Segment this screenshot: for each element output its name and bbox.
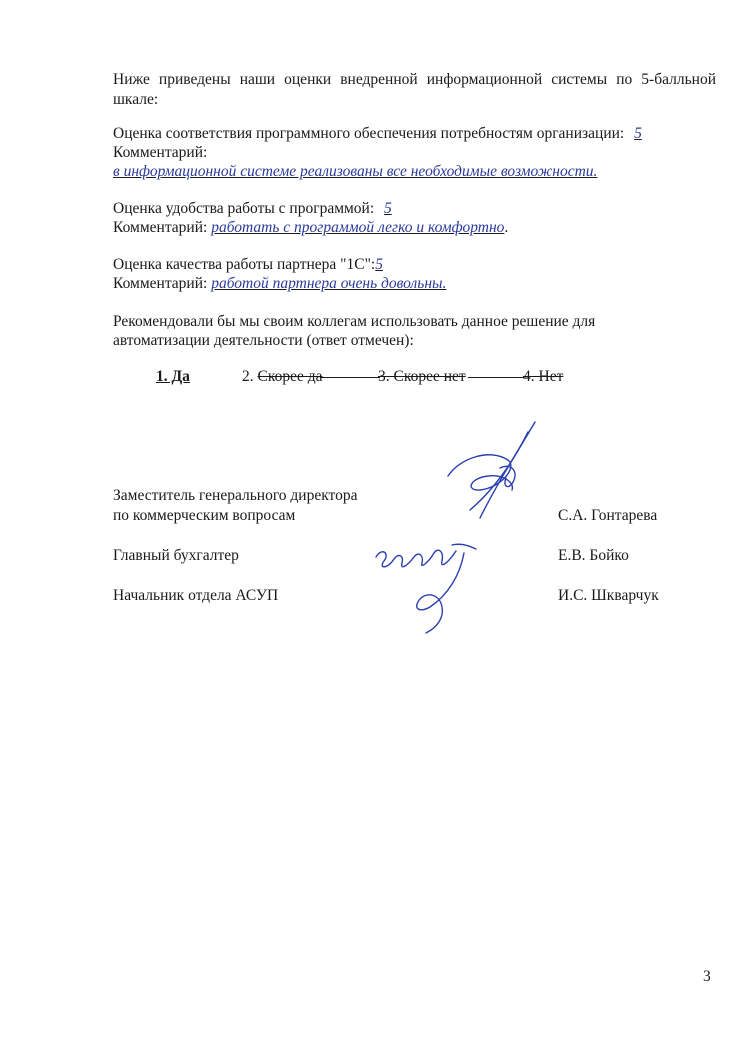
q1-row xyxy=(113,125,642,143)
q1-comment: в информационной системе реализованы все необходимые возможности. xyxy=(113,163,598,180)
option-rather-yes-text: Скорее да xyxy=(257,368,323,385)
q2-comment-label: Комментарий: xyxy=(113,219,208,236)
signature-1 xyxy=(440,418,560,528)
signatory-2-title: Главный бухгалтер xyxy=(113,547,239,564)
option-rather-yes-number: 2. xyxy=(242,368,254,385)
q2-comment: работать с программой легко и комфортно xyxy=(211,219,505,236)
recommend-question-line1: Рекомендовали бы мы своим коллегам использовать данное решение для xyxy=(113,313,596,330)
option-yes: 1. Да xyxy=(156,368,190,385)
page-number: 3 xyxy=(703,968,711,985)
q2-comment-row xyxy=(113,219,508,237)
strike-line-1 xyxy=(320,377,380,378)
q1-score: 5 xyxy=(634,125,642,142)
q1-label: Оценка соответствия программного обеспечения потребностям организации: xyxy=(113,125,625,142)
option-rather-no: 3. Скорее нет xyxy=(378,368,466,385)
q2-comment-end: . xyxy=(504,219,509,236)
recommend-question-line2: автоматизации деятельности (ответ отмечен): xyxy=(113,332,414,349)
q3-label: Оценка качества работы партнера "1С": xyxy=(113,256,376,273)
q1-comment-label: Комментарий: xyxy=(113,144,208,161)
q2-row xyxy=(113,200,392,218)
q2-score: 5 xyxy=(384,200,392,217)
signatory-2-name: Е.В. Бойко xyxy=(558,547,629,564)
strike-line-2 xyxy=(468,377,524,378)
q3-score: 5 xyxy=(375,256,383,273)
q3-row xyxy=(113,256,383,274)
q2-label: Оценка удобства работы с программой: xyxy=(113,200,375,217)
option-no: 4. Нет xyxy=(523,368,564,385)
option-rather-yes xyxy=(242,368,322,386)
q3-comment-row xyxy=(113,275,446,293)
intro-text: Ниже приведены наши оценки внедренной информационной системы по 5-балльной шкале: xyxy=(113,71,716,108)
q3-comment: работой партнера очень довольны. xyxy=(211,275,447,292)
signatory-1-title-line2: по коммерческим вопросам xyxy=(113,507,296,524)
signatory-1-title-line1: Заместитель генерального директора xyxy=(113,487,358,504)
signature-2 xyxy=(368,535,488,635)
q3-comment-label: Комментарий: xyxy=(113,275,208,292)
signatory-3-name: И.С. Шкварчук xyxy=(558,587,659,604)
signatory-3-title: Начальник отдела АСУП xyxy=(113,587,279,604)
signatory-1-name: С.А. Гонтарева xyxy=(558,507,658,524)
